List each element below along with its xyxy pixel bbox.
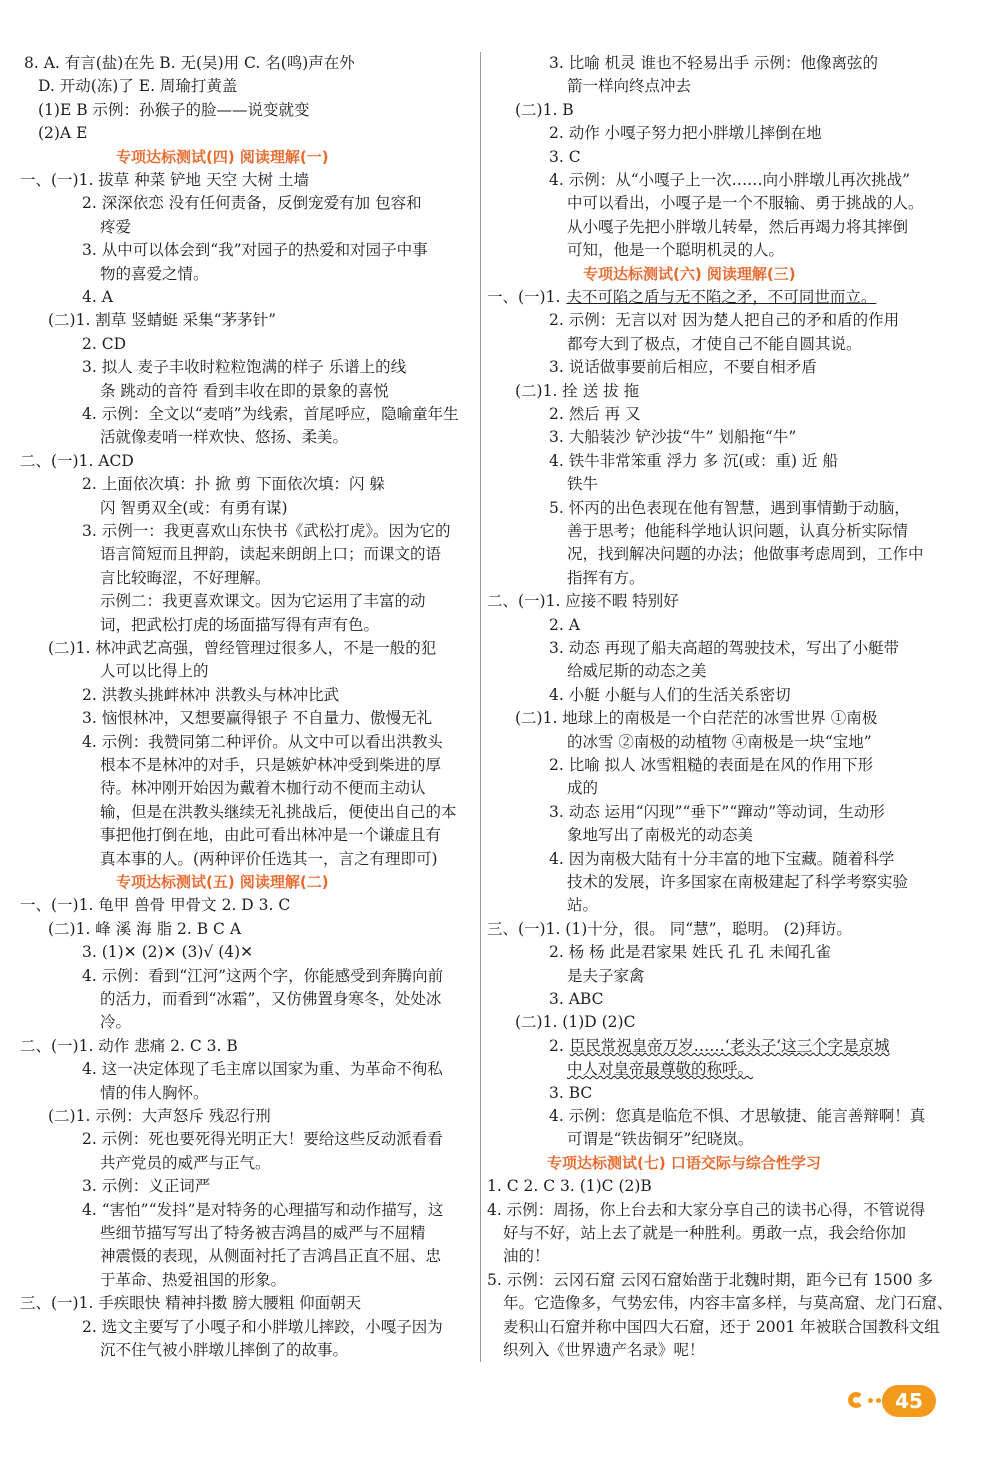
answer-text: 象地写出了南极光的动态美: [567, 826, 754, 845]
answer-line: [549, 1035, 890, 1058]
answer-text: (二)1. 林冲武艺高强，曾经管理过很多人，不是一般的犯: [48, 639, 437, 657]
answer-line: [48, 1105, 271, 1128]
answer-line: [100, 426, 348, 449]
answer-line: [82, 239, 428, 262]
dot-icon: [876, 1398, 881, 1403]
answer-text: 一、(一)1.: [487, 288, 561, 306]
answer-line: [549, 941, 831, 964]
answer-text: 根本不是林冲的对手，只是嫉妒林冲受到柴进的厚: [100, 756, 442, 774]
answer-text: 4. 示例：周扬，你上台去和大家分享自己的读书心得，不管说得: [487, 1200, 926, 1219]
answer-text: 4. “害怕”“发抖”是对特务的心理描写和动作描写，这: [82, 1200, 444, 1219]
answer-text: 可谓是“铁齿铜牙”纪晓岚。: [567, 1130, 754, 1149]
answer-text: 专项达标测试(七) 口语交际与综合性学习: [547, 1153, 821, 1172]
answer-text: 人可以比得上的: [100, 662, 209, 681]
answer-line: [38, 99, 310, 122]
answer-line: [100, 1152, 271, 1175]
answer-line: [100, 497, 288, 520]
answer-line: [515, 99, 574, 122]
answer-text: 3. 示例：义正词严: [82, 1177, 211, 1196]
answer-text: 活就像麦哨一样欢快、悠扬、柔美。: [100, 428, 349, 447]
answer-line: [82, 473, 385, 496]
answer-line: [549, 426, 796, 449]
page-number: 45: [882, 1385, 936, 1417]
answer-line: [100, 567, 271, 590]
answer-text: 冷。: [100, 1013, 132, 1032]
answer-line: [20, 1035, 238, 1058]
answer-text: 5. 示例：云冈石窟 云冈石窟始凿于北魏时期，距今已有 1500 多: [487, 1270, 933, 1289]
answer-text: 4. A: [82, 288, 113, 306]
answer-line: [549, 169, 910, 192]
answer-line: [82, 965, 443, 988]
answer-text: 3. 大船装沙 铲沙拔“牛” 划船拖“牛”: [549, 428, 797, 447]
answer-text: 3. 说话做事要前后相应，不要自相矛盾: [549, 358, 817, 377]
answer-text: 示例二：我更喜欢课文。因为它运用了丰富的动: [100, 592, 426, 611]
answer-text: 物的喜爱之情。: [100, 264, 209, 283]
answer-text: 铁牛: [567, 475, 599, 494]
answer-text: 4. 这一决定体现了毛主席以国家为重、为革命不徇私: [82, 1060, 443, 1079]
answer-text: 2. 示例：无言以对 因为楚人把自己的矛和盾的作用: [549, 311, 900, 330]
answer-line: [100, 777, 426, 800]
answer-line: [549, 450, 838, 473]
answer-line: [100, 848, 438, 871]
answer-text: 三、(一)1. 手疾眼快 精神抖擞 膀大腰粗 仰面朝天: [20, 1294, 362, 1313]
answer-line: [549, 146, 581, 169]
answer-line: [567, 239, 784, 262]
answer-line: [100, 1339, 348, 1362]
answer-line: [487, 590, 679, 613]
answer-text: 从小嘎子先把小胖墩儿转晕，然后再竭力将其摔倒: [567, 217, 909, 236]
answer-line: [503, 1245, 550, 1268]
answer-line: [549, 356, 817, 379]
answer-text: 站。: [567, 896, 599, 915]
answer-line: [549, 309, 899, 332]
answer-text: 3. 拟人 麦子丰收时粒粒饱满的样子 乐谱上的线: [82, 358, 407, 377]
dot-icon: [868, 1398, 873, 1403]
answer-text: (二)1. B: [515, 100, 574, 119]
answer-text: 4. 铁牛非常笨重 浮力 多 沉(或：重) 近 船: [549, 451, 838, 470]
answer-line: [82, 707, 432, 730]
answer-line: [100, 988, 441, 1011]
c-shape-icon: [848, 1392, 864, 1408]
answer-line: [567, 1058, 753, 1081]
answer-text: 3. 动态 再现了船夫高超的驾驶技术，写出了小艇带: [549, 639, 900, 657]
answer-text: 2. 洪教头挑衅林冲 洪教头与林冲比武: [82, 685, 340, 704]
answer-line: [503, 1339, 705, 1362]
answer-line: [100, 1269, 286, 1292]
answer-line: [48, 918, 241, 941]
answer-line: [515, 707, 877, 730]
answer-line: [82, 192, 422, 215]
column-divider: [480, 52, 481, 1362]
answer-line: [567, 567, 645, 590]
answer-text: (二)1. (1)D (2)C: [515, 1013, 636, 1032]
answer-line: [100, 543, 441, 566]
answer-text: 8. A. 有言(盐)在先 B. 无(吴)用 C. 名(鸣)声在外: [24, 54, 355, 72]
answer-line: [549, 1105, 925, 1128]
answer-line: [567, 216, 908, 239]
answer-text: 给威尼斯的动态之美: [567, 662, 707, 681]
answer-line: [100, 380, 389, 403]
answer-line: [100, 801, 457, 824]
answer-text: 3. ABC: [549, 990, 604, 1008]
answer-text: (1)E B 示例：孙猴子的脸——说变就变: [38, 100, 310, 119]
answer-text: 待。林冲刚开始因为戴着木枷行动不便而主动认: [100, 779, 426, 798]
answer-text: 4. 示例：看到“江河”这两个字，你能感受到奔腾向前: [82, 966, 444, 985]
answer-text: 条 跳动的音符 看到丰收在即的景象的喜悦: [100, 381, 389, 400]
answer-line: [82, 1316, 443, 1339]
wavy-underlined-answer: 中人对皇帝最尊敬的称呼。: [567, 1060, 754, 1079]
wavy-underlined-answer: 臣民常祝皇帝万岁……‘老头子’这三个字是京城: [569, 1036, 890, 1055]
answer-text: 3. 从中可以体会到“我”对园子的热爱和对园子中事: [82, 241, 428, 260]
answer-text: 共产党员的威严与正气。: [100, 1153, 271, 1172]
answer-text: 2. 示例：死也要死得光明正大！要给这些反动派看看: [82, 1130, 443, 1149]
answer-line: [515, 380, 639, 403]
answer-line: [82, 520, 450, 543]
answer-text: 二、(一)1. ACD: [20, 451, 134, 470]
answer-text: 麦积山石窟并称中国四大石窟，还于 2001 年被联合国教科文组: [503, 1317, 940, 1336]
answer-text: 的活力，而看到“冰霜”，又仿佛置身寒冬，处处冰: [100, 990, 442, 1008]
answer-line: [567, 543, 924, 566]
answer-text: 2. 上面依次填：扑 掀 剪 下面依次填：闪 躲: [82, 475, 385, 494]
answer-line: [487, 918, 852, 941]
answer-line: [100, 1011, 131, 1034]
answer-line: [549, 801, 885, 824]
answer-text: 是夫子家禽: [567, 966, 645, 985]
answer-line: [487, 1199, 925, 1222]
answer-line: [38, 75, 237, 98]
answer-text: 中可以看出，小嘎子是一个不服输、勇于挑战的人。: [567, 194, 924, 213]
answer-text: 沉不住气被小胖墩儿摔倒了的故事。: [100, 1341, 349, 1359]
answer-text: 闪 智勇双全(或：有勇有谋): [100, 498, 288, 517]
answer-line: [38, 122, 87, 145]
answer-text: 2. 然后 再 又: [549, 405, 641, 423]
answer-text: 成的: [567, 779, 599, 798]
answer-line: [20, 1292, 361, 1315]
answer-line: [503, 1222, 906, 1245]
answer-line: [549, 52, 878, 75]
answer-line: [20, 894, 290, 917]
answer-line: [82, 286, 113, 309]
answer-line: [549, 988, 603, 1011]
answer-text: 3. (1)✕ (2)✕ (3)√ (4)✕: [82, 943, 254, 962]
answer-line: [100, 660, 209, 683]
answer-line: [82, 1058, 443, 1081]
answer-text: 二、(一)1. 应接不暇 特别好: [487, 592, 679, 611]
answer-line: [549, 614, 580, 637]
answer-line: [549, 684, 791, 707]
answer-line: [100, 590, 426, 613]
underlined-answer: 夫不可陷之盾与无不陷之矛，不可同世而立。: [566, 288, 877, 306]
answer-text: 5. 怀丙的出色表现在他有智慧，遇到事情勤于动脑，: [549, 498, 910, 517]
answer-text: 2. 深深依恋 没有任何责备，反倒宠爱有加 包容和: [82, 194, 422, 213]
answer-text: (二)1. 峰 溪 海 脂 2. B C A: [48, 919, 242, 938]
answer-line: [503, 1316, 940, 1339]
answer-text: 真本事的人。(两种评价任选其一，言之有理即可): [100, 849, 438, 868]
section-heading: [116, 871, 329, 894]
answer-text: 2. 选文主要写了小嘎子和小胖墩儿摔跤，小嘎子因为: [82, 1317, 443, 1336]
answer-line: [100, 1222, 426, 1245]
answer-line: [567, 192, 924, 215]
answer-text: 3. C: [549, 147, 581, 166]
answer-line: [567, 660, 707, 683]
answer-text: 4. 小艇 小艇与人们的生活关系密切: [549, 685, 791, 704]
answer-line: [567, 75, 691, 98]
answer-text: 事把他打倒在地，由此可看出林冲是一个谦虚且有: [100, 826, 442, 845]
answer-text: 4. 因为南极大陆有十分丰富的地下宝藏。随着科学: [549, 849, 895, 868]
answer-text: 一、(一)1. 龟甲 兽骨 甲骨文 2. D 3. C: [20, 896, 291, 915]
answer-text: 2. CD: [82, 334, 127, 353]
answer-text: 一、(一)1. 拔草 种菜 铲地 天空 大树 土墙: [20, 171, 309, 189]
answer-text: 1. C 2. C 3. (1)C (2)B: [487, 1177, 652, 1196]
answer-text: 些细节描写写出了特务被吉鸿昌的威严与不屈精: [100, 1224, 426, 1242]
answer-text: (二)1. 地球上的南极是一个白茫茫的冰雪世界 ①南极: [515, 709, 878, 728]
answer-text: (2)A E: [38, 124, 88, 143]
section-heading: [583, 263, 796, 286]
answer-line: [100, 263, 209, 286]
answer-line: [100, 614, 379, 637]
answer-line: [567, 824, 753, 847]
answer-line: [515, 1011, 635, 1034]
answer-line: [20, 450, 134, 473]
answer-line: [487, 1269, 933, 1292]
answer-line: [82, 1175, 210, 1198]
answer-text: 言比较晦涩，不好理解。: [100, 568, 271, 587]
answer-text: 于革命、热爱祖国的形象。: [100, 1270, 287, 1289]
answer-text: 4. 示例：全文以“麦哨”为线索，首尾呼应，隐喻童年生: [82, 405, 459, 423]
answer-line: [48, 309, 276, 332]
answer-text: D. 开动(冻)了 E. 周瑜打黄盖: [38, 77, 238, 96]
answer-line: [487, 1175, 652, 1198]
answer-line: [82, 356, 406, 379]
answer-line: [100, 216, 131, 239]
answer-text: 专项达标测试(六) 阅读理解(三): [583, 264, 796, 283]
answer-line: [82, 403, 459, 426]
answer-text: 年。它造像多，气势宏伟，内容丰富多样，与莫高窟、龙门石窟、: [503, 1294, 953, 1313]
answer-line: [100, 824, 441, 847]
answer-line: [549, 403, 641, 426]
answer-text: 况，找到解决问题的办法；他做事考虑周到，工作中: [567, 545, 924, 564]
answer-text: (二)1. 拴 送 拔 拖: [515, 381, 640, 400]
answer-text: 4. 示例：我赞同第二种评价。从文中可以看出洪教头: [82, 732, 443, 751]
section-heading: [547, 1152, 821, 1175]
answer-text: 专项达标测试(五) 阅读理解(二): [116, 873, 329, 891]
answer-text: 专项达标测试(四) 阅读理解(一): [116, 147, 329, 166]
answer-line: [48, 637, 436, 660]
answer-text: 词，把武松打虎的场面描写得有声有色。: [100, 615, 380, 634]
answer-line: [100, 754, 441, 777]
answer-text: 织列入《世界遗产名录》呢！: [503, 1341, 705, 1359]
answer-text: 3. BC: [549, 1083, 593, 1102]
answer-line: [20, 169, 309, 192]
answer-line: [100, 1245, 441, 1268]
answer-line: [549, 848, 894, 871]
answer-text: 情的伟人胸怀。: [100, 1083, 209, 1102]
answer-text: 好与不好，站上去了就是一种胜利。勇敢一点，我会给你加: [503, 1224, 907, 1242]
answer-line: [567, 871, 908, 894]
answer-text: 2. A: [549, 615, 580, 634]
answer-text: 二、(一)1. 动作 悲痛 2. C 3. B: [20, 1036, 238, 1055]
answer-line: [567, 894, 598, 917]
section-heading: [116, 146, 329, 169]
answer-line: [82, 941, 253, 964]
answer-text: 可知，他是一个聪明机灵的人。: [567, 241, 785, 260]
answer-text: 箭一样向终点冲去: [567, 77, 692, 96]
answer-line: [82, 333, 126, 356]
answer-text: 2.: [549, 1036, 564, 1055]
answer-text: 3. 比喻 机灵 谁也不轻易出手 示例：他像离弦的: [549, 54, 878, 72]
answer-text: (二)1. 割草 竖蜻蜓 采集“茅茅针”: [48, 311, 277, 330]
answer-text: 指挥有方。: [567, 568, 645, 587]
answer-text: 3. 示例一：我更喜欢山东快书《武松打虎》。因为它的: [82, 522, 451, 540]
answer-text: 2. 杨 杨 此是君家果 姓氏 孔 孔 未闻孔雀: [549, 943, 831, 962]
answer-line: [549, 122, 822, 145]
answer-line: [100, 1082, 209, 1105]
answer-line: [549, 637, 899, 660]
answer-text: 油的！: [503, 1247, 550, 1266]
answer-line: [549, 754, 873, 777]
answer-line: [82, 731, 443, 754]
answer-line: [82, 684, 339, 707]
answer-text: 的冰雪 ②南极的动植物 ④南极是一块“宝地”: [567, 732, 872, 751]
answer-text: 三、(一)1. (1)十分，很。 同“慧”，聪明。 (2)拜访。: [487, 919, 852, 938]
answer-line: [82, 1128, 443, 1151]
answer-text: 4. 示例：您真是临危不惧、才思敏捷、能言善辩啊！真: [549, 1107, 926, 1125]
answer-text: 神震慑的表现，从侧面衬托了吉鸿昌正直不屈、忠: [100, 1247, 442, 1266]
answer-line: [567, 333, 862, 356]
answer-text: 都夸大到了极点，才使自己不能自圆其说。: [567, 334, 862, 353]
answer-line: [567, 777, 598, 800]
page-number-badge: [846, 1384, 946, 1418]
answer-text: 语言简短而且押韵，读起来朗朗上口；而课文的语: [100, 545, 442, 564]
answer-text: (二)1. 示例：大声怒斥 残忍行刑: [48, 1107, 271, 1125]
answer-text: 3. 恼恨林冲，又想要赢得银子 不自量力、傲慢无礼: [82, 709, 433, 728]
answer-text: 疼爱: [100, 217, 132, 236]
answer-line: [549, 497, 910, 520]
answer-line: [567, 965, 645, 988]
answer-line: [567, 731, 872, 754]
answer-line: [567, 1128, 753, 1151]
answer-line: [24, 52, 355, 75]
answer-text: 2. 动作 小嘎子努力把小胖墩儿摔倒在地: [549, 124, 822, 143]
answer-line: [567, 473, 598, 496]
answer-text: 2. 比喻 拟人 冰雪粗糙的表面是在风的作用下形: [549, 756, 874, 774]
answer-line: [567, 520, 908, 543]
answer-line: [549, 1082, 592, 1105]
answer-text: 3. 动态 运用“闪现”“垂下”“蹿动”等动词，生动形: [549, 802, 885, 821]
answer-text: 善于思考；他能科学地认识问题，认真分析实际情: [567, 522, 909, 540]
answer-text: 4. 示例：从“小嘎子上一次……向小胖墩儿再次挑战”: [549, 171, 911, 189]
answer-text: 输，但是在洪教头继续无礼挑战后，便使出自己的本: [100, 802, 457, 821]
answer-text: 技术的发展，许多国家在南极建起了科学考察实验: [567, 873, 909, 891]
answer-line: [82, 1199, 443, 1222]
answer-line: [503, 1292, 953, 1315]
answer-line: [487, 286, 876, 309]
